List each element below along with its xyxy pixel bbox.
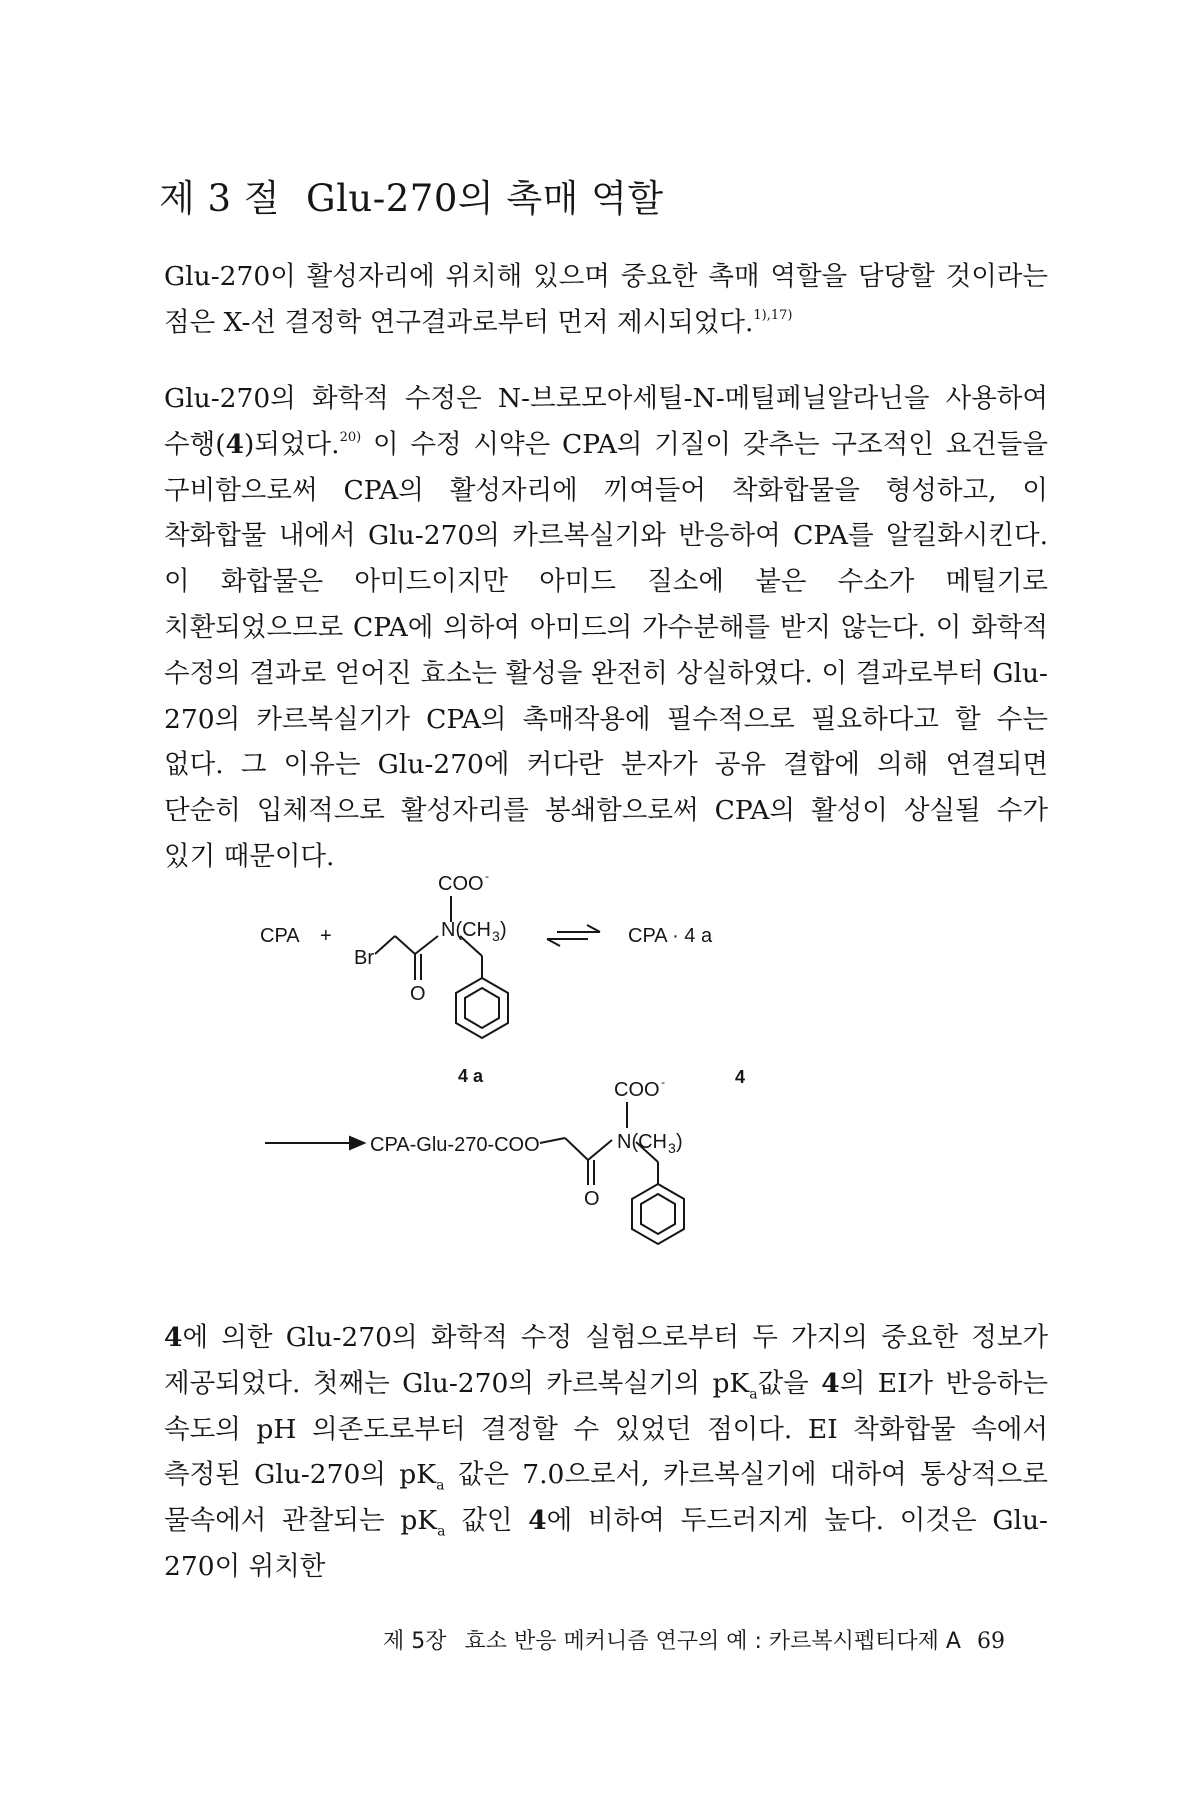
bond-line: [588, 1140, 612, 1160]
reference-marker: 20): [339, 429, 362, 445]
equilibrium-arrow: [547, 939, 560, 946]
nmethyl-label: N(CH: [617, 1131, 667, 1153]
charge-label: -: [485, 869, 489, 883]
carboxylate-label: COO: [438, 873, 484, 895]
paragraph-3-text: 값은 7.0으로서, 카르복실기에 대하여 통상적으로 물속에서 관찰되는 pK: [164, 1459, 1048, 1537]
bond-line: [375, 936, 395, 954]
plus-sign: +: [320, 925, 332, 947]
complex-label: CPA · 4 a: [628, 925, 713, 947]
paragraph-2-text-a: Glu-270의 화학적 수정은 N-브로모아세틸-N-메틸페닐알라닌을 사용하여 수행(: [164, 383, 1048, 460]
bond-line: [565, 1138, 588, 1160]
equilibrium-arrow: [587, 925, 600, 932]
product-label: CPA-Glu-270-COO: [370, 1134, 540, 1156]
paragraph-3-text: 의 EI가 반응하는 속도의 pH 의존도로부터 결정할 수 있었던 점이다. EI 착화합물 속에서 측정된 Glu-270의 pK: [164, 1367, 1048, 1491]
paragraph-3-text: 값인: [445, 1505, 529, 1537]
paragraph-1: [164, 254, 1048, 346]
pka-subscript: a: [749, 1386, 758, 1403]
benzene-inner-ring: [465, 988, 499, 1028]
section-title: Glu-270의 촉매 역할: [306, 177, 664, 220]
cpa-label: CPA: [260, 925, 300, 947]
compound-4-label: 4: [735, 1067, 746, 1087]
chapter-number: 제 5장: [383, 1629, 447, 1654]
paragraph-3: [164, 1315, 1048, 1590]
bond-line: [415, 936, 438, 954]
paragraph-3-text: 에 의한 Glu-270의 화학적 수정 실험으로부터 두 가지의 중요한 정보가 제공되었다. 첫째는 Glu-270의 카르복실기의 pK: [164, 1322, 1048, 1399]
charge-label: -: [661, 1075, 665, 1089]
paragraph-2-text-b: )되었다.: [244, 428, 340, 460]
benzene-inner-ring: [641, 1194, 675, 1234]
reaction-arrowhead: [350, 1137, 364, 1149]
pka-subscript: a: [437, 1523, 446, 1540]
nmethyl-subscript: 3: [492, 928, 500, 944]
section-number: 제 3 절: [159, 177, 281, 220]
bromine-label: Br: [354, 947, 374, 969]
paragraph-3-text: 에 비하여 두드러지게 높다. 이것은 Glu-270이 위치한: [164, 1505, 1049, 1582]
bond-line: [395, 936, 415, 954]
paragraph-1-text: Glu-270이 활성자리에 위치해 있으며 중요한 촉매 역할을 담당할 것이라는 점은 X-선 결정학 연구결과로부터 먼저 제시되었다.: [164, 261, 1048, 338]
carboxylate-label: COO: [614, 1079, 660, 1101]
oxygen-label: O: [410, 983, 426, 1005]
page-footer: [383, 1624, 1005, 1655]
chapter-title: 효소 반응 메커니즘 연구의 예 : 카르복시펩티다제 A: [464, 1629, 961, 1654]
paragraph-3-text: 값을: [757, 1367, 822, 1399]
oxygen-label: O: [584, 1188, 600, 1210]
reference-marker: 1),17): [753, 307, 793, 323]
nmethyl-close: ): [500, 919, 507, 941]
reaction-scheme: [260, 869, 910, 1290]
nmethyl-subscript: 3: [668, 1140, 676, 1156]
compound-number: 4: [164, 1322, 183, 1353]
page-number: 69: [976, 1629, 1005, 1654]
paragraph-2: [164, 376, 1048, 880]
pka-subscript: a: [436, 1477, 445, 1494]
compound-number: 4: [821, 1367, 840, 1399]
paragraph-2-text-c: 이 수정 시약은 CPA의 기질이 갖추는 구조적인 요건들을 구비함으로써 CPA의 활성자리에 끼여들어 착화합물을 형성하고, 이 착화합물 내에서 Glu-270의 카르복실기와 반응하여 CPA를 알킬화시킨다. 이 화합물은 아미드이지만 아미드 질소에 붙은 수소가 메틸기로 치환되었으므로 CPA에 의하여 아미드의 가수분해를 받지 않는다. 이 화학적 수정의 결과로 얻어진 효소는 활성을 완전히 상실하였다. 이 결과로부터 Glu-270의 카르복실기가 CPA의 촉매작용에 필수적으로 필요하다고 할 수는 없다. 그 이유는 Glu-270에 커다란 분자가 공유 결합에 의해 연결되면 단순히 입체적으로 활성자리를 봉쇄함으로써 CPA의 활성이 상실될 수가 있기 때문이다.: [164, 428, 1048, 872]
compound-4a-label: 4 a: [458, 1066, 484, 1086]
section-heading: [159, 168, 664, 222]
bond-line: [540, 1138, 565, 1143]
compound-number: 4: [225, 428, 244, 460]
nmethyl-close: ): [676, 1131, 683, 1153]
nmethyl-label: N(CH: [441, 919, 491, 941]
compound-number: 4: [528, 1505, 547, 1537]
